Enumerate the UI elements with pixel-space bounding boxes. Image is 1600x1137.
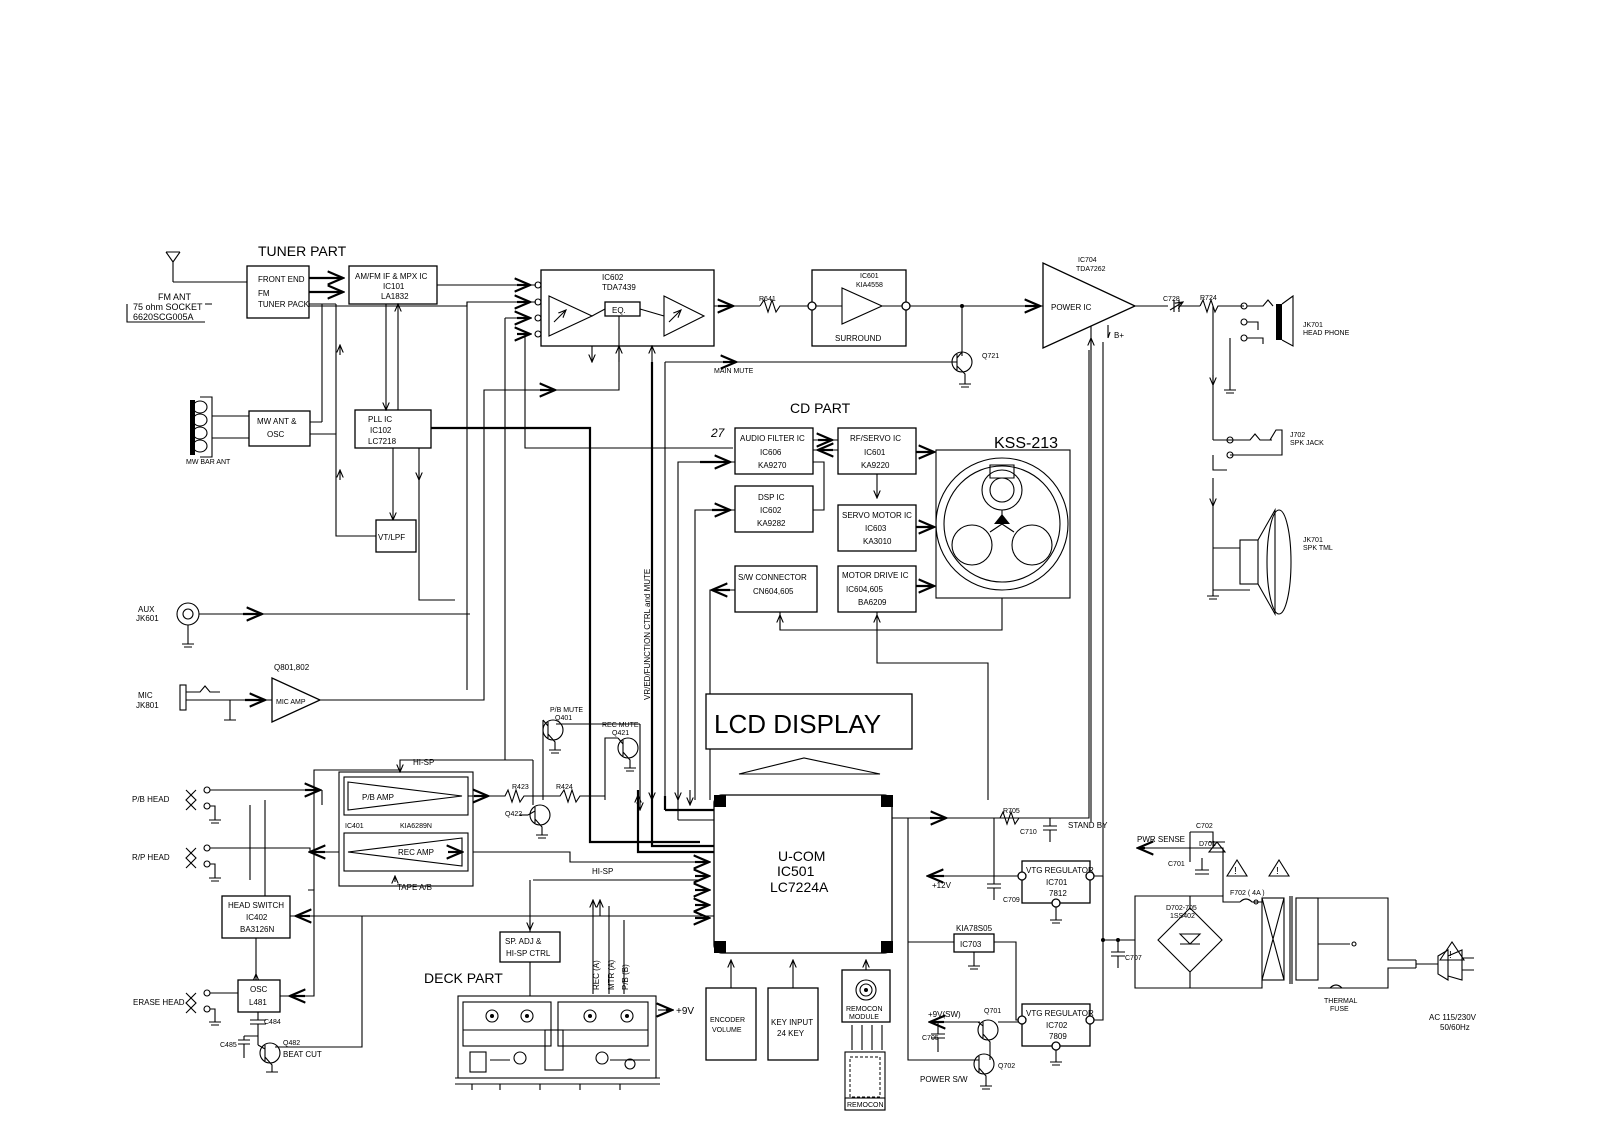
svg-text:IC402: IC402 [246,913,268,922]
head-switch-block [222,896,290,938]
svg-text:KA9282: KA9282 [757,519,786,528]
pb-head-icon [186,787,318,823]
motor-drive-ic-block [838,566,916,612]
c710-label: C710 [1020,829,1037,836]
r641-label: R641 [759,296,776,303]
spk-jack-label: SPK JACK [1290,440,1324,447]
key-input-block [768,988,818,1060]
svg-text:IC501: IC501 [777,863,815,879]
diodes-part: 1SS402 [1170,913,1195,920]
head-phone-label: HEAD PHONE [1303,330,1350,337]
svg-text:POWER IC: POWER IC [1051,303,1092,312]
svg-text:SP. ADJ &: SP. ADJ & [505,937,542,946]
svg-text:TDA7439: TDA7439 [602,283,636,292]
hi-sp-label-mid: HI-SP [592,867,614,876]
svg-text:IC702: IC702 [1046,1021,1068,1030]
svg-text:VTG REGULATOR: VTG REGULATOR [1026,1009,1094,1018]
svg-text:LCD DISPLAY: LCD DISPLAY [714,709,882,739]
q721-transistor-icon [952,352,972,387]
pickup-label: KSS-213 [994,435,1059,452]
svg-text:IC602: IC602 [602,273,624,282]
c709-label: C709 [1003,897,1020,904]
svg-text:IC703: IC703 [960,940,982,949]
svg-text:MODULE: MODULE [849,1014,879,1021]
svg-text:L481: L481 [249,998,267,1007]
svg-text:AUDIO FILTER IC: AUDIO FILTER IC [740,434,805,443]
spk-tml-ref: JK701 [1303,537,1323,544]
hi-sp-label-top: HI-SP [413,758,435,767]
ic401-block [339,772,473,886]
svg-text:S/W CONNECTOR: S/W CONNECTOR [738,573,807,582]
svg-text:RF/SERVO IC: RF/SERVO IC [850,434,901,443]
cd-page-marker: 27 [711,426,725,440]
aux-label: AUX [138,605,155,614]
fm-antenna-icon [166,252,247,282]
spk-jack-ref: J702 [1290,432,1306,439]
svg-text:IC603: IC603 [865,524,887,533]
rp-head-icon [186,845,250,881]
q701-label: Q701 [984,1008,1002,1015]
svg-text:MIC AMP: MIC AMP [276,699,306,706]
svg-text:REC AMP: REC AMP [398,848,435,857]
svg-text:KA3010: KA3010 [863,537,892,546]
pb-mute-ref: Q401 [555,715,573,722]
svg-text:LC7218: LC7218 [368,437,397,446]
svg-text:DSP IC: DSP IC [758,493,785,502]
erase-head-label: ERASE HEAD [133,998,185,1007]
dsp-ic-block [735,486,813,532]
svg-text:OSC: OSC [267,430,285,439]
rec-mute-ref: Q421 [612,730,630,737]
main-mute-label: MAIN MUTE [714,368,754,375]
rp-head-label: R/P HEAD [132,853,170,862]
svg-text:SURROUND: SURROUND [835,334,882,343]
svg-text:IC601: IC601 [864,448,886,457]
svg-text:LC7224A: LC7224A [770,879,829,895]
mic-amp-block [272,678,320,722]
q422-label: Q422 [505,811,523,818]
ac-plug-icon [1416,950,1474,980]
remocon-module-block [842,970,890,1022]
svg-text:!: ! [1276,866,1279,877]
svg-text:7809: 7809 [1049,1032,1067,1041]
plus12v-label: +12V [932,881,951,890]
vtg-regulator-2-block [1018,1004,1094,1050]
ic704-label: IC704 [1078,257,1097,264]
mic-amp-ref: Q801,802 [274,663,310,672]
beat-cut-label: BEAT CUT [283,1050,322,1059]
sp-adj-block [500,932,560,962]
aux-jack-icon [177,603,199,647]
optical-pickup-icon [936,450,1070,598]
svg-text:KA9270: KA9270 [758,461,787,470]
diodes-label: D702-705 [1166,905,1197,912]
warning-icon [1440,942,1464,961]
svg-text:BA6209: BA6209 [858,598,887,607]
ic602-block [541,270,714,346]
thermal-fuse-label: THERMAL [1324,998,1358,1005]
headphone-jack-icon [1224,296,1293,393]
audio-filter-ic-block [735,428,813,474]
q702-transistor-icon [972,1054,994,1089]
am-fm-if-block [349,266,437,304]
mtr-a-label: MTR (A) [607,959,616,990]
vt-lpf-block [376,520,416,552]
pll-ic-block [355,410,431,448]
ic601-surround-block [808,270,910,346]
svg-text:TUNER PACK: TUNER PACK [258,300,309,309]
deck-part-title: DECK PART [424,970,503,986]
r423-label: R423 [512,784,529,791]
transformer-icon [1256,896,1318,988]
svg-text:7812: 7812 [1049,889,1067,898]
mic-label: MIC [138,691,153,700]
svg-text:FRONT END: FRONT END [258,275,305,284]
c707-label: C707 [1125,955,1142,962]
sw-connector-block [735,566,817,612]
svg-text:P/B AMP: P/B AMP [362,793,395,802]
ac-freq-label: 50/60Hz [1440,1023,1470,1032]
mw-bar-antenna-icon [190,397,212,457]
svg-text:ENCODER: ENCODER [710,1017,746,1024]
q702-label: Q702 [998,1063,1016,1070]
mw-ant-osc-block [249,411,310,446]
svg-text:REMOCON: REMOCON [846,1006,883,1013]
ic704-part: TDA7262 [1076,266,1106,273]
mic-jack-icon [180,685,236,720]
deck-plus9v-label: +9V [676,1006,695,1017]
svg-text:IC602: IC602 [760,506,782,515]
svg-text:EQ.: EQ. [612,306,626,315]
cassette-deck-mechanism-icon [455,996,660,1090]
svg-text:CN604,605: CN604,605 [753,587,794,596]
tape-ab-label: TAPE A/B [397,883,432,892]
c701-label: C701 [1168,861,1185,868]
svg-text:HEAD SWITCH: HEAD SWITCH [228,901,284,910]
svg-text:VTG REGULATOR: VTG REGULATOR [1026,866,1094,875]
c705-label: C705 [922,1035,939,1042]
stand-by-label: STAND BY [1068,821,1108,830]
svg-text:VOLUME: VOLUME [712,1027,742,1034]
svg-text:IC606: IC606 [760,448,782,457]
svg-text:U-COM: U-COM [778,848,826,864]
fm-socket-label: 75 ohm SOCKET [133,302,203,312]
c485-label: C485 [220,1042,237,1049]
kia78s05-label: KIA78S05 [956,924,993,933]
c484-label: C484 [264,1019,281,1026]
svg-text:!: ! [1449,950,1452,961]
cd-part-title: CD PART [790,400,851,416]
fm-socket-part: 6620SCG005A [133,312,194,322]
svg-text:!: ! [1234,866,1237,877]
bplus-label: B+ [1114,331,1125,340]
r705-label: R705 [1003,808,1020,815]
q482-label: Q482 [283,1040,301,1047]
ac-label: AC 115/230V [1429,1013,1476,1022]
svg-text:MOTOR DRIVE IC: MOTOR DRIVE IC [842,571,909,580]
svg-text:IC401: IC401 [345,823,364,830]
svg-text:OSC: OSC [250,985,268,994]
svg-text:MW ANT &: MW ANT & [257,417,297,426]
svg-text:BA3126N: BA3126N [240,925,275,934]
mic-jack-label: JK801 [136,701,159,710]
encoder-volume-block [706,988,756,1060]
ucom-block [714,795,893,953]
speaker-jack-icon [1213,430,1282,526]
fuse-label: F702 ( 4A ) [1230,890,1265,897]
svg-text:KA9220: KA9220 [861,461,890,470]
svg-text:VT/LPF: VT/LPF [378,533,406,542]
erase-head-icon [186,990,238,1025]
rec-a-label: REC (A) [592,960,601,990]
osc-block [238,980,280,1012]
warning-icon [1227,860,1247,877]
servo-motor-ic-block [838,505,916,551]
spk-tml-label: SPK TML [1303,545,1333,552]
r724-label: R724 [1200,295,1217,302]
ic703-block [954,934,994,952]
svg-text:HI-SP CTRL: HI-SP CTRL [506,949,551,958]
lcd-display-block [706,694,912,749]
d701-label: D701 [1199,841,1216,848]
rec-mute-label: REC MUTE [602,722,639,729]
thermal-fuse-label-2: FUSE [1330,1006,1349,1013]
svg-text:KEY INPUT: KEY INPUT [771,1018,814,1027]
svg-text:PLL IC: PLL IC [368,415,393,424]
vtg-regulator-1-block [1018,861,1094,907]
svg-text:IC601: IC601 [860,273,879,280]
pb-b-label: P/B (B) [621,964,630,990]
svg-text:24 KEY: 24 KEY [777,1029,805,1038]
rf-servo-ic-block [838,428,916,474]
plus9v-sw-label: +9V(SW) [928,1010,961,1019]
pb-mute-label: P/B MUTE [550,707,584,714]
q721-label: Q721 [982,353,1000,360]
svg-text:SERVO MOTOR IC: SERVO MOTOR IC [842,511,912,520]
speaker-icon [1207,510,1291,614]
vr-function-label: VR/ED/FUNCTION CTRL and MUTE [643,568,652,700]
tuner-part-title: TUNER PART [258,243,347,259]
svg-text:IC604,605: IC604,605 [846,585,883,594]
svg-text:IC101: IC101 [383,282,405,291]
c728-label: C728 [1163,296,1180,303]
pwr-sense-label: PWR SENSE [1137,835,1186,844]
fm-ant-label: FM ANT [158,292,191,302]
aux-jack-label: JK601 [136,614,159,623]
svg-text:FM: FM [258,289,270,298]
q421-transistor-icon [618,738,638,771]
power-sw-label: POWER S/W [920,1075,968,1084]
svg-text:KIA6289N: KIA6289N [400,823,432,830]
remocon-label: REMOCON [847,1102,884,1109]
pb-head-label: P/B HEAD [132,795,170,804]
head-phone-ref: JK701 [1303,322,1323,329]
svg-text:IC701: IC701 [1046,878,1068,887]
warning-icon [1269,860,1289,877]
svg-text:AM/FM IF & MPX IC: AM/FM IF & MPX IC [355,272,428,281]
q422-transistor-icon [528,805,550,838]
c702-label: C702 [1196,823,1213,830]
front-end-block [247,266,310,318]
svg-text:IC102: IC102 [370,426,392,435]
mw-bar-ant-label: MW BAR ANT [186,459,231,466]
svg-text:KIA4558: KIA4558 [856,282,883,289]
r424-label: R424 [556,784,573,791]
svg-text:LA1832: LA1832 [381,292,409,301]
